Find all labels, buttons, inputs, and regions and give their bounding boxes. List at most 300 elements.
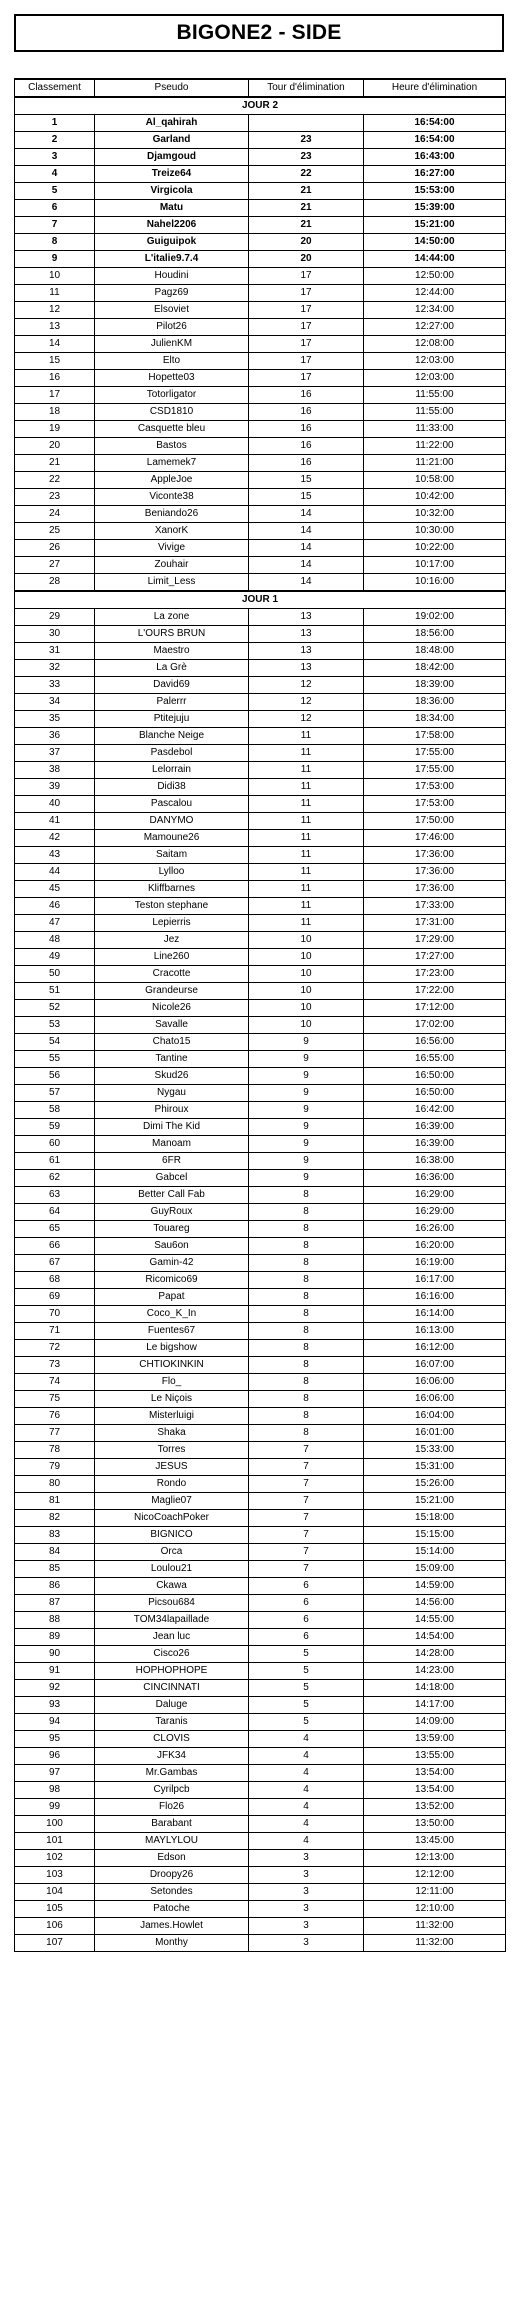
rank-cell: 99 bbox=[15, 1799, 95, 1816]
table-row bbox=[15, 1612, 506, 1629]
pseudo-cell: Nygau bbox=[95, 1085, 249, 1102]
heure-cell: 13:54:00 bbox=[364, 1782, 506, 1799]
tour-cell: 8 bbox=[249, 1238, 364, 1255]
rank-cell: 30 bbox=[15, 626, 95, 643]
pseudo-cell: Taranis bbox=[95, 1714, 249, 1731]
rank-cell: 65 bbox=[15, 1221, 95, 1238]
heure-cell: 17:22:00 bbox=[364, 983, 506, 1000]
pseudo-cell: Gamin-42 bbox=[95, 1255, 249, 1272]
rank-cell: 105 bbox=[15, 1901, 95, 1918]
tour-cell: 11 bbox=[249, 813, 364, 830]
tour-cell: 5 bbox=[249, 1663, 364, 1680]
pseudo-cell: Ptitejuju bbox=[95, 711, 249, 728]
heure-cell: 14:54:00 bbox=[364, 1629, 506, 1646]
heure-cell: 15:21:00 bbox=[364, 1493, 506, 1510]
heure-cell: 11:55:00 bbox=[364, 387, 506, 404]
tour-cell: 21 bbox=[249, 200, 364, 217]
rank-cell: 58 bbox=[15, 1102, 95, 1119]
rank-cell: 85 bbox=[15, 1561, 95, 1578]
table-row bbox=[15, 898, 506, 915]
table-row bbox=[15, 1357, 506, 1374]
heure-cell: 16:38:00 bbox=[364, 1153, 506, 1170]
pseudo-cell: CINCINNATI bbox=[95, 1680, 249, 1697]
results-table bbox=[14, 78, 506, 1952]
table-row bbox=[15, 1816, 506, 1833]
tour-cell: 20 bbox=[249, 234, 364, 251]
heure-cell: 16:43:00 bbox=[364, 149, 506, 166]
heure-cell: 16:14:00 bbox=[364, 1306, 506, 1323]
tour-cell: 7 bbox=[249, 1510, 364, 1527]
tour-cell: 17 bbox=[249, 285, 364, 302]
rank-cell: 47 bbox=[15, 915, 95, 932]
rank-cell: 12 bbox=[15, 302, 95, 319]
pseudo-cell: Vivige bbox=[95, 540, 249, 557]
rank-cell: 87 bbox=[15, 1595, 95, 1612]
tour-cell: 11 bbox=[249, 847, 364, 864]
tour-cell: 14 bbox=[249, 574, 364, 592]
heure-cell: 11:55:00 bbox=[364, 404, 506, 421]
rank-cell: 7 bbox=[15, 217, 95, 234]
table-row bbox=[15, 1068, 506, 1085]
pseudo-cell: Skud26 bbox=[95, 1068, 249, 1085]
pseudo-cell: Flo26 bbox=[95, 1799, 249, 1816]
tour-cell: 3 bbox=[249, 1867, 364, 1884]
table-row bbox=[15, 1153, 506, 1170]
heure-cell: 15:15:00 bbox=[364, 1527, 506, 1544]
rank-cell: 38 bbox=[15, 762, 95, 779]
tour-cell: 4 bbox=[249, 1765, 364, 1782]
tour-cell: 7 bbox=[249, 1442, 364, 1459]
tour-cell: 16 bbox=[249, 387, 364, 404]
tour-cell: 17 bbox=[249, 268, 364, 285]
pseudo-cell: Nicole26 bbox=[95, 1000, 249, 1017]
table-row bbox=[15, 370, 506, 387]
tour-cell: 23 bbox=[249, 132, 364, 149]
heure-cell: 13:54:00 bbox=[364, 1765, 506, 1782]
heure-cell: 13:45:00 bbox=[364, 1833, 506, 1850]
heure-cell: 16:16:00 bbox=[364, 1289, 506, 1306]
tour-cell: 13 bbox=[249, 609, 364, 626]
header-row bbox=[15, 79, 506, 97]
table-row bbox=[15, 762, 506, 779]
heure-cell: 11:32:00 bbox=[364, 1935, 506, 1952]
pseudo-cell: Guiguipok bbox=[95, 234, 249, 251]
pseudo-cell: CLOVIS bbox=[95, 1731, 249, 1748]
rank-cell: 4 bbox=[15, 166, 95, 183]
table-row bbox=[15, 523, 506, 540]
rank-cell: 69 bbox=[15, 1289, 95, 1306]
heure-cell: 13:52:00 bbox=[364, 1799, 506, 1816]
table-row bbox=[15, 745, 506, 762]
heure-cell: 17:55:00 bbox=[364, 762, 506, 779]
heure-cell: 14:09:00 bbox=[364, 1714, 506, 1731]
rank-cell: 42 bbox=[15, 830, 95, 847]
tour-cell: 9 bbox=[249, 1085, 364, 1102]
pseudo-cell: Cyrilpcb bbox=[95, 1782, 249, 1799]
table-row bbox=[15, 1051, 506, 1068]
tour-cell: 7 bbox=[249, 1527, 364, 1544]
rank-cell: 80 bbox=[15, 1476, 95, 1493]
rank-cell: 8 bbox=[15, 234, 95, 251]
pseudo-cell: Phiroux bbox=[95, 1102, 249, 1119]
heure-cell: 18:56:00 bbox=[364, 626, 506, 643]
pseudo-cell: Saitam bbox=[95, 847, 249, 864]
heure-cell: 10:30:00 bbox=[364, 523, 506, 540]
table-row bbox=[15, 1714, 506, 1731]
table-row bbox=[15, 183, 506, 200]
pseudo-cell: TOM34lapaillade bbox=[95, 1612, 249, 1629]
pseudo-cell: Le Niçois bbox=[95, 1391, 249, 1408]
tour-cell: 11 bbox=[249, 728, 364, 745]
tour-cell: 21 bbox=[249, 217, 364, 234]
rank-cell: 66 bbox=[15, 1238, 95, 1255]
pseudo-cell: CHTIOKINKIN bbox=[95, 1357, 249, 1374]
pseudo-cell: Better Call Fab bbox=[95, 1187, 249, 1204]
table-row bbox=[15, 1119, 506, 1136]
pseudo-cell: Grandeurse bbox=[95, 983, 249, 1000]
table-row bbox=[15, 694, 506, 711]
table-row bbox=[15, 1697, 506, 1714]
tour-cell: 9 bbox=[249, 1153, 364, 1170]
rank-cell: 100 bbox=[15, 1816, 95, 1833]
heure-cell: 15:09:00 bbox=[364, 1561, 506, 1578]
tour-cell: 8 bbox=[249, 1391, 364, 1408]
pseudo-cell: JFK34 bbox=[95, 1748, 249, 1765]
rank-cell: 63 bbox=[15, 1187, 95, 1204]
pseudo-cell: Torres bbox=[95, 1442, 249, 1459]
tour-cell: 4 bbox=[249, 1799, 364, 1816]
rank-cell: 102 bbox=[15, 1850, 95, 1867]
tour-cell: 7 bbox=[249, 1544, 364, 1561]
rank-cell: 94 bbox=[15, 1714, 95, 1731]
heure-cell: 17:36:00 bbox=[364, 847, 506, 864]
rank-cell: 25 bbox=[15, 523, 95, 540]
pseudo-cell: Cisco26 bbox=[95, 1646, 249, 1663]
table-row bbox=[15, 1782, 506, 1799]
pseudo-cell: Cracotte bbox=[95, 966, 249, 983]
header-heure: Heure d'élimination bbox=[364, 79, 506, 97]
rank-cell: 90 bbox=[15, 1646, 95, 1663]
table-row bbox=[15, 489, 506, 506]
heure-cell: 17:33:00 bbox=[364, 898, 506, 915]
heure-cell: 14:59:00 bbox=[364, 1578, 506, 1595]
table-row bbox=[15, 1204, 506, 1221]
table-row bbox=[15, 319, 506, 336]
table-row bbox=[15, 1000, 506, 1017]
heure-cell: 16:39:00 bbox=[364, 1119, 506, 1136]
heure-cell: 16:55:00 bbox=[364, 1051, 506, 1068]
pseudo-cell: Djamgoud bbox=[95, 149, 249, 166]
table-row bbox=[15, 1884, 506, 1901]
rank-cell: 26 bbox=[15, 540, 95, 557]
pseudo-cell: Treize64 bbox=[95, 166, 249, 183]
tour-cell: 8 bbox=[249, 1306, 364, 1323]
rank-cell: 52 bbox=[15, 1000, 95, 1017]
tour-cell: 9 bbox=[249, 1102, 364, 1119]
rank-cell: 53 bbox=[15, 1017, 95, 1034]
rank-cell: 104 bbox=[15, 1884, 95, 1901]
pseudo-cell: BIGNICO bbox=[95, 1527, 249, 1544]
rank-cell: 70 bbox=[15, 1306, 95, 1323]
tour-cell: 6 bbox=[249, 1595, 364, 1612]
tour-cell: 14 bbox=[249, 540, 364, 557]
heure-cell: 11:21:00 bbox=[364, 455, 506, 472]
table-row bbox=[15, 1476, 506, 1493]
tour-cell: 4 bbox=[249, 1782, 364, 1799]
rank-cell: 49 bbox=[15, 949, 95, 966]
heure-cell: 14:17:00 bbox=[364, 1697, 506, 1714]
pseudo-cell: Blanche Neige bbox=[95, 728, 249, 745]
rank-cell: 78 bbox=[15, 1442, 95, 1459]
pseudo-cell: Viconte38 bbox=[95, 489, 249, 506]
rank-cell: 14 bbox=[15, 336, 95, 353]
table-row bbox=[15, 1085, 506, 1102]
rank-cell: 72 bbox=[15, 1340, 95, 1357]
rank-cell: 18 bbox=[15, 404, 95, 421]
table-body bbox=[15, 97, 506, 1952]
pseudo-cell: Manoam bbox=[95, 1136, 249, 1153]
pseudo-cell: Shaka bbox=[95, 1425, 249, 1442]
tour-cell: 3 bbox=[249, 1884, 364, 1901]
table-row bbox=[15, 1493, 506, 1510]
pseudo-cell: Lelorrain bbox=[95, 762, 249, 779]
table-row bbox=[15, 506, 506, 523]
table-row bbox=[15, 149, 506, 166]
header-classement: Classement bbox=[15, 79, 95, 97]
header-pseudo: Pseudo bbox=[95, 79, 249, 97]
rank-cell: 39 bbox=[15, 779, 95, 796]
rank-cell: 27 bbox=[15, 557, 95, 574]
pseudo-cell: L'OURS BRUN bbox=[95, 626, 249, 643]
pseudo-cell: Jez bbox=[95, 932, 249, 949]
table-row bbox=[15, 1850, 506, 1867]
tour-cell: 8 bbox=[249, 1187, 364, 1204]
rank-cell: 96 bbox=[15, 1748, 95, 1765]
rank-cell: 43 bbox=[15, 847, 95, 864]
heure-cell: 16:07:00 bbox=[364, 1357, 506, 1374]
pseudo-cell: Pilot26 bbox=[95, 319, 249, 336]
tour-cell: 8 bbox=[249, 1340, 364, 1357]
heure-cell: 16:56:00 bbox=[364, 1034, 506, 1051]
table-row bbox=[15, 779, 506, 796]
tour-cell: 15 bbox=[249, 489, 364, 506]
pseudo-cell: Ricomico69 bbox=[95, 1272, 249, 1289]
pseudo-cell: Didi38 bbox=[95, 779, 249, 796]
pseudo-cell: Totorligator bbox=[95, 387, 249, 404]
rank-cell: 28 bbox=[15, 574, 95, 592]
table-row bbox=[15, 336, 506, 353]
heure-cell: 17:46:00 bbox=[364, 830, 506, 847]
rank-cell: 5 bbox=[15, 183, 95, 200]
page-title bbox=[14, 14, 504, 52]
table-row bbox=[15, 847, 506, 864]
tour-cell: 10 bbox=[249, 949, 364, 966]
heure-cell: 17:50:00 bbox=[364, 813, 506, 830]
rank-cell: 93 bbox=[15, 1697, 95, 1714]
rank-cell: 6 bbox=[15, 200, 95, 217]
heure-cell: 15:14:00 bbox=[364, 1544, 506, 1561]
tour-cell: 9 bbox=[249, 1119, 364, 1136]
rank-cell: 44 bbox=[15, 864, 95, 881]
heure-cell: 12:03:00 bbox=[364, 353, 506, 370]
heure-cell: 17:53:00 bbox=[364, 796, 506, 813]
rank-cell: 40 bbox=[15, 796, 95, 813]
pseudo-cell: Dimi The Kid bbox=[95, 1119, 249, 1136]
table-row bbox=[15, 1034, 506, 1051]
rank-cell: 48 bbox=[15, 932, 95, 949]
heure-cell: 15:31:00 bbox=[364, 1459, 506, 1476]
rank-cell: 76 bbox=[15, 1408, 95, 1425]
heure-cell: 12:03:00 bbox=[364, 370, 506, 387]
rank-cell: 19 bbox=[15, 421, 95, 438]
table-row bbox=[15, 1901, 506, 1918]
rank-cell: 2 bbox=[15, 132, 95, 149]
tour-cell: 8 bbox=[249, 1323, 364, 1340]
table-row bbox=[15, 1374, 506, 1391]
tour-cell: 11 bbox=[249, 779, 364, 796]
heure-cell: 15:39:00 bbox=[364, 200, 506, 217]
pseudo-cell: Teston stephane bbox=[95, 898, 249, 915]
heure-cell: 16:29:00 bbox=[364, 1204, 506, 1221]
pseudo-cell: Edson bbox=[95, 1850, 249, 1867]
heure-cell: 12:50:00 bbox=[364, 268, 506, 285]
tour-cell: 17 bbox=[249, 319, 364, 336]
table-row bbox=[15, 1442, 506, 1459]
table-row bbox=[15, 1748, 506, 1765]
tour-cell: 6 bbox=[249, 1612, 364, 1629]
heure-cell: 19:02:00 bbox=[364, 609, 506, 626]
pseudo-cell: Pascalou bbox=[95, 796, 249, 813]
pseudo-cell: Garland bbox=[95, 132, 249, 149]
tour-cell: 11 bbox=[249, 745, 364, 762]
rank-cell: 45 bbox=[15, 881, 95, 898]
tour-cell: 5 bbox=[249, 1680, 364, 1697]
table-row bbox=[15, 115, 506, 132]
table-row bbox=[15, 1391, 506, 1408]
tour-cell: 4 bbox=[249, 1816, 364, 1833]
table-row bbox=[15, 285, 506, 302]
table-row bbox=[15, 404, 506, 421]
rank-cell: 60 bbox=[15, 1136, 95, 1153]
rank-cell: 88 bbox=[15, 1612, 95, 1629]
tour-cell: 10 bbox=[249, 932, 364, 949]
tour-cell: 7 bbox=[249, 1561, 364, 1578]
rank-cell: 22 bbox=[15, 472, 95, 489]
heure-cell: 14:18:00 bbox=[364, 1680, 506, 1697]
heure-cell: 18:48:00 bbox=[364, 643, 506, 660]
heure-cell: 14:55:00 bbox=[364, 1612, 506, 1629]
rank-cell: 91 bbox=[15, 1663, 95, 1680]
table-row bbox=[15, 166, 506, 183]
pseudo-cell: Chato15 bbox=[95, 1034, 249, 1051]
heure-cell: 15:26:00 bbox=[364, 1476, 506, 1493]
table-row bbox=[15, 643, 506, 660]
rank-cell: 77 bbox=[15, 1425, 95, 1442]
table-row bbox=[15, 234, 506, 251]
table-row bbox=[15, 268, 506, 285]
rank-cell: 92 bbox=[15, 1680, 95, 1697]
pseudo-cell: Flo_ bbox=[95, 1374, 249, 1391]
heure-cell: 18:34:00 bbox=[364, 711, 506, 728]
heure-cell: 16:39:00 bbox=[364, 1136, 506, 1153]
rank-cell: 75 bbox=[15, 1391, 95, 1408]
pseudo-cell: Beniando26 bbox=[95, 506, 249, 523]
rank-cell: 34 bbox=[15, 694, 95, 711]
table-row bbox=[15, 1340, 506, 1357]
table-row bbox=[15, 217, 506, 234]
rank-cell: 59 bbox=[15, 1119, 95, 1136]
section-label: JOUR 2 bbox=[15, 97, 506, 115]
tour-cell: 8 bbox=[249, 1204, 364, 1221]
rank-cell: 15 bbox=[15, 353, 95, 370]
pseudo-cell: Rondo bbox=[95, 1476, 249, 1493]
tour-cell: 17 bbox=[249, 336, 364, 353]
rank-cell: 1 bbox=[15, 115, 95, 132]
pseudo-cell: Barabant bbox=[95, 1816, 249, 1833]
tour-cell: 12 bbox=[249, 677, 364, 694]
rank-cell: 31 bbox=[15, 643, 95, 660]
table-row bbox=[15, 472, 506, 489]
heure-cell: 18:36:00 bbox=[364, 694, 506, 711]
heure-cell: 17:36:00 bbox=[364, 864, 506, 881]
rank-cell: 21 bbox=[15, 455, 95, 472]
tour-cell: 10 bbox=[249, 1017, 364, 1034]
table-row bbox=[15, 728, 506, 745]
tour-cell: 10 bbox=[249, 983, 364, 1000]
heure-cell: 16:27:00 bbox=[364, 166, 506, 183]
tour-cell: 6 bbox=[249, 1629, 364, 1646]
heure-cell: 11:32:00 bbox=[364, 1918, 506, 1935]
heure-cell: 10:32:00 bbox=[364, 506, 506, 523]
pseudo-cell: Lylloo bbox=[95, 864, 249, 881]
rank-cell: 68 bbox=[15, 1272, 95, 1289]
pseudo-cell: GuyRoux bbox=[95, 1204, 249, 1221]
rank-cell: 10 bbox=[15, 268, 95, 285]
table-row bbox=[15, 915, 506, 932]
rank-cell: 13 bbox=[15, 319, 95, 336]
table-row bbox=[15, 1136, 506, 1153]
heure-cell: 16:04:00 bbox=[364, 1408, 506, 1425]
tour-cell: 9 bbox=[249, 1136, 364, 1153]
tour-cell: 23 bbox=[249, 149, 364, 166]
heure-cell: 14:56:00 bbox=[364, 1595, 506, 1612]
rank-cell: 97 bbox=[15, 1765, 95, 1782]
tour-cell: 9 bbox=[249, 1051, 364, 1068]
pseudo-cell: Mr.Gambas bbox=[95, 1765, 249, 1782]
pseudo-cell: Casquette bleu bbox=[95, 421, 249, 438]
table-row bbox=[15, 1425, 506, 1442]
table-row bbox=[15, 302, 506, 319]
pseudo-cell: HOPHOPHOPE bbox=[95, 1663, 249, 1680]
table-row bbox=[15, 1561, 506, 1578]
tour-cell: 15 bbox=[249, 472, 364, 489]
rank-cell: 37 bbox=[15, 745, 95, 762]
table-row bbox=[15, 1102, 506, 1119]
rank-cell: 79 bbox=[15, 1459, 95, 1476]
section-header-row bbox=[15, 97, 506, 115]
table-row bbox=[15, 353, 506, 370]
table-row bbox=[15, 1663, 506, 1680]
heure-cell: 16:29:00 bbox=[364, 1187, 506, 1204]
tour-cell: 11 bbox=[249, 915, 364, 932]
pseudo-cell: Picsou684 bbox=[95, 1595, 249, 1612]
rank-cell: 20 bbox=[15, 438, 95, 455]
tour-cell bbox=[249, 115, 364, 132]
rank-cell: 82 bbox=[15, 1510, 95, 1527]
rank-cell: 61 bbox=[15, 1153, 95, 1170]
tour-cell: 14 bbox=[249, 557, 364, 574]
pseudo-cell: Loulou21 bbox=[95, 1561, 249, 1578]
